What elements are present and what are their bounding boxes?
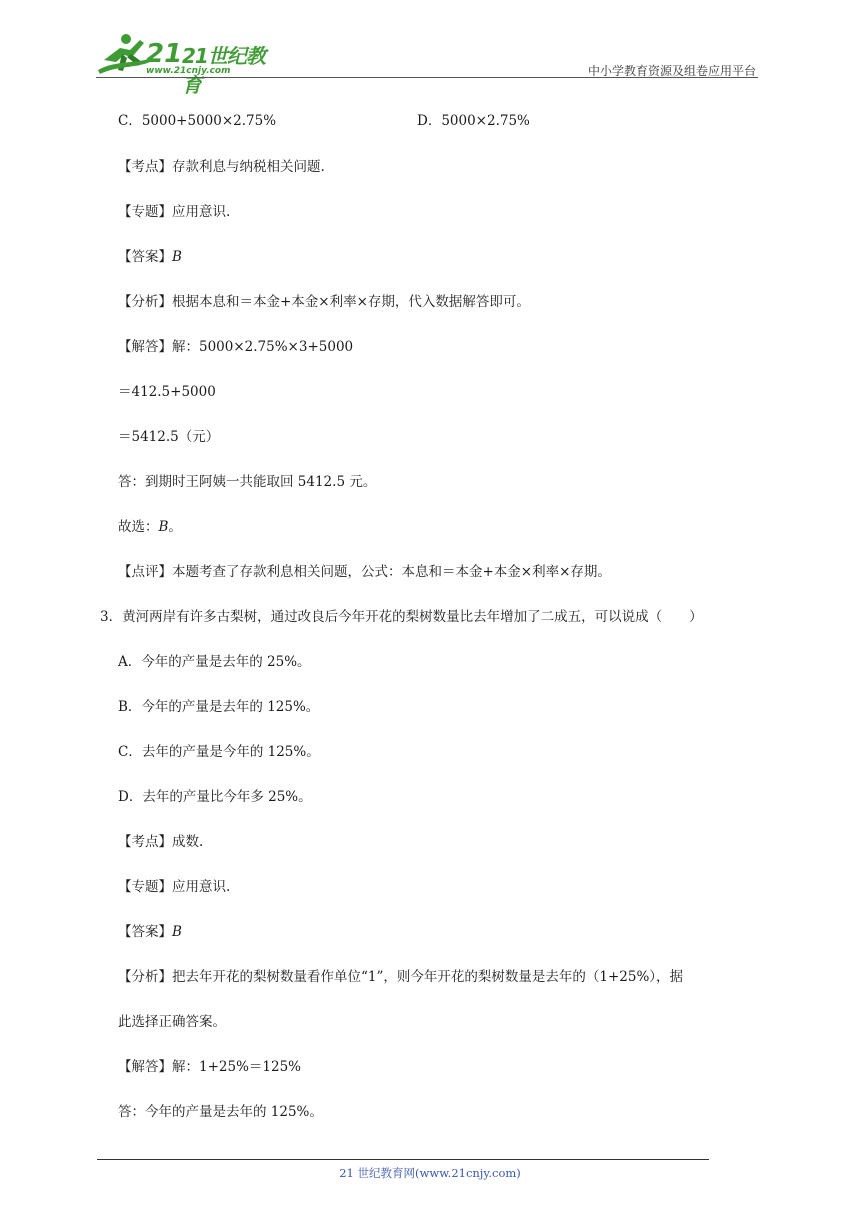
q2-choice-end: 。: [168, 519, 182, 535]
q3-analysis-line-2: 此选择正确答案。: [118, 1014, 226, 1030]
prev-option-d: D．5000×2.75%: [417, 113, 530, 129]
q3-stem: 3．黄河两岸有许多古梨树，通过改良后今年开花的梨树数量比去年增加了二成五，可以说成（ ）: [100, 609, 703, 625]
q2-answer-label: 【答案】: [118, 249, 172, 265]
prev-option-c: C．5000+5000×2.75%: [118, 113, 277, 129]
q2-answer-value: B: [172, 249, 182, 265]
q3-option-d: D．去年的产量比今年多 25%。: [118, 789, 312, 805]
q2-choice-value: B: [158, 519, 169, 535]
site-logo[interactable]: [96, 30, 266, 97]
svg-text:21: 21: [146, 39, 183, 69]
q2-solution: 【解答】解：5000×2.75%×3+5000: [118, 339, 354, 355]
q3-analysis-line-1: 【分析】把去年开花的梨树数量看作单位“1”，则今年开花的梨树数量是去年的（1+25%），据: [118, 969, 684, 985]
logo-title: 21世纪教育: [182, 44, 265, 97]
q3-option-c: C．去年的产量是今年的 125%。: [118, 744, 320, 760]
platform-tagline: 中小学教育资源及组卷应用平台: [587, 64, 756, 78]
q3-answer: [118, 923, 182, 941]
footer-divider: [97, 1159, 709, 1160]
q3-option-b: B．今年的产量是去年的 125%。: [118, 699, 320, 715]
page-header: [96, 30, 756, 97]
q3-topic: 【专题】应用意识.: [118, 879, 231, 895]
logo-url: www.21cnjy.com: [146, 66, 231, 76]
q2-step-2: ＝5412.5（元）: [118, 429, 220, 445]
footer-link[interactable]: 21 世纪教育网(www.21cnjy.com): [339, 1166, 521, 1180]
q2-answer: [118, 248, 182, 266]
header-divider: [96, 77, 758, 78]
q2-comment: 【点评】本题考查了存款利息相关问题，公式：本息和＝本金+本金×利率×存期。: [118, 564, 611, 580]
q2-step-1: ＝412.5+5000: [118, 384, 216, 400]
q2-choice-label: 故选：: [118, 519, 159, 535]
q2-exam-point: 【考点】存款利息与纳税相关问题.: [118, 159, 325, 175]
q3-option-a: A．今年的产量是去年的 25%。: [118, 654, 311, 670]
q2-choice: [118, 518, 182, 536]
q3-reply: 答：今年的产量是去年的 125%。: [118, 1104, 323, 1120]
q2-topic: 【专题】应用意识.: [118, 204, 231, 220]
q2-reply: 答：到期时王阿姨一共能取回 5412.5 元。: [118, 474, 377, 490]
q3-exam-point: 【考点】成数.: [118, 834, 204, 850]
q3-answer-label: 【答案】: [118, 924, 172, 940]
q3-solution: 【解答】解：1+25%＝125%: [118, 1059, 302, 1075]
q2-analysis: 【分析】根据本息和＝本金+本金×利率×存期，代入数据解答即可。: [118, 294, 530, 310]
q3-answer-value: B: [172, 924, 182, 940]
